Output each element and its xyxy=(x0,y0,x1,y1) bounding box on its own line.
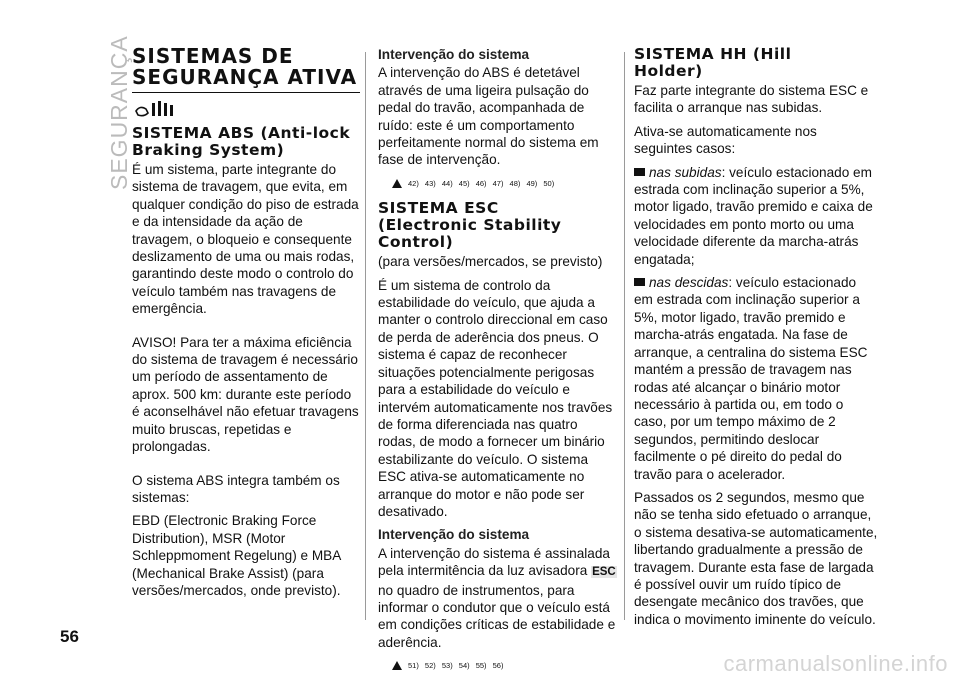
section-title-line: SISTEMAS DE xyxy=(132,44,294,68)
bullet-item xyxy=(634,164,878,268)
esc-heading-line: SISTEMA ESC xyxy=(378,199,499,218)
column-divider xyxy=(365,52,366,620)
site-watermark: carmanualsonline.info xyxy=(723,651,948,676)
bullet-text: : veículo estacionado em estrada com inclinação superior a 5%, motor ligado, travão premido e marcha-atrás engatada. Na fase de arranque, a centralina do sistema ESC mantém a pressão de travagem nas rodas até alcançar o binário motor necessário à partida ou, em todo o caso, por um tempo máximo de 2 segundos, permitindo deslocar facilmente o pé direito do pedal do travão para o acelerador. xyxy=(634,275,868,482)
paragraph: O sistema ABS integra também os sistemas: xyxy=(132,472,340,505)
column-2 xyxy=(378,46,618,683)
paragraph: Faz parte integrante do sistema ESC e facilita o arranque nas subidas. xyxy=(634,83,869,116)
paragraph-text: no quadro de instrumentos, para informar o condutor que o veículo está em condições críticas de estabilidade e aderência. xyxy=(378,582,616,650)
warning-refs xyxy=(392,657,618,674)
warning-refs-text: 51) 52) 53) 54) 55) 56) xyxy=(408,661,504,671)
abs-heading-line: SISTEMA ABS (Anti-lock xyxy=(132,124,351,142)
bullet-icon xyxy=(634,278,645,286)
warning-icon xyxy=(392,179,402,188)
side-title-text: SEGURANÇA xyxy=(106,35,132,190)
hand-icon-svg xyxy=(134,99,180,119)
paragraph: É um sistema de controlo da estabilidade do veículo, que ajuda a manter o controlo direccional em caso de perda de aderência dos pneus. O sistema é capaz de reconhecer situações potencialmente perigosas para a estabilidade do veículo e intervém automaticamente nos travões de forma diferenciada nas quatro rodas, de modo a fornecer um binário estabilizante do veículo. O sistema ESC ativa-se automaticamente no arranque do motor e não pode ser desativado. xyxy=(378,277,613,519)
paragraph-text: A intervenção do sistema é assinalada pela intermitência da luz avisadora xyxy=(378,545,610,579)
hh-heading-line: SISTEMA HH (Hill xyxy=(634,45,792,63)
abs-heading xyxy=(132,125,360,159)
esc-heading-line: Control) xyxy=(378,233,454,252)
esc-heading-line: (Electronic Stability xyxy=(378,216,562,235)
column-3 xyxy=(634,46,878,634)
paragraph: AVISO! Para ter a máxima eficiência do sistema de travagem é necessário um período de assentamento de aprox. 500 km: durante este período é aconselhável não efetuar travagens muito bruscas, repetidas e prolongadas. xyxy=(132,334,359,455)
column-divider xyxy=(624,52,625,620)
bullet-text: : veículo estacionado em estrada com inclinação superior a 5%, motor ligado, travão premido e caixa de velocidades em ponto morto ou uma velocidade diferente da marcha-atrás engatada; xyxy=(634,164,873,267)
bullet-icon xyxy=(634,168,645,176)
section-side-title xyxy=(76,35,132,200)
paragraph: Ativa-se automaticamente nos seguintes casos: xyxy=(634,123,817,157)
bullet-item xyxy=(634,274,878,483)
paragraph: (para versões/mercados, se previsto) xyxy=(378,254,603,270)
abs-heading-line: Braking System) xyxy=(132,141,285,159)
bullet-term: nas subidas xyxy=(649,164,722,180)
subheading: Intervenção do sistema xyxy=(378,527,530,543)
esc-heading xyxy=(378,200,618,251)
section-title xyxy=(132,46,360,93)
section-title-line: SEGURANÇA ATIVA xyxy=(132,65,358,89)
subheading: Intervenção do sistema xyxy=(378,47,530,62)
paragraph: Passados os 2 segundos, mesmo que não se tenha sido efetuado o arranque, o sistema desativa-se automaticamente, libertando gradualmente a pressão de travagem. Durante esta fase de largada é possível ouvir um ruído típico de desengate mecânico dos travões, que indica o movimento iminente do veículo. xyxy=(634,489,878,627)
paragraph: EBD (Electronic Braking Force Distribution), MSR (Motor Schleppmoment Regelung) e MBA (Mechanical Brake Assist) (para versões/mercados, onde previsto). xyxy=(132,513,341,598)
paragraph xyxy=(378,545,618,651)
warning-icon xyxy=(392,661,402,670)
paragraph: É um sistema, parte integrante do sistema de travagem, que evita, em qualquer condição do piso de estrada e da intensidade da ação de travagem, o bloqueio e consequente deslizamento de uma ou mais rodas, garantindo deste modo o controlo do veículo também nas travagens de emergência. xyxy=(132,162,359,317)
warning-refs-text: 42) 43) 44) 45) 46) 47) 48) 49) 50) xyxy=(408,178,555,188)
hh-heading-line: Holder) xyxy=(634,62,703,80)
hh-heading xyxy=(634,46,878,80)
warning-refs xyxy=(392,175,618,192)
column-1 xyxy=(132,46,360,605)
page-number: 56 xyxy=(60,627,79,646)
esc-warning-light-label: ESC xyxy=(592,566,616,579)
hand-icon xyxy=(134,97,360,119)
paragraph: A intervenção do ABS é detetável através de uma ligeira pulsação do pedal do travão, acompanhada de ruído: este é um comportamento perfeitamente normal do sistema em fase de intervenção. xyxy=(378,65,599,168)
bullet-term: nas descidas xyxy=(649,275,729,291)
